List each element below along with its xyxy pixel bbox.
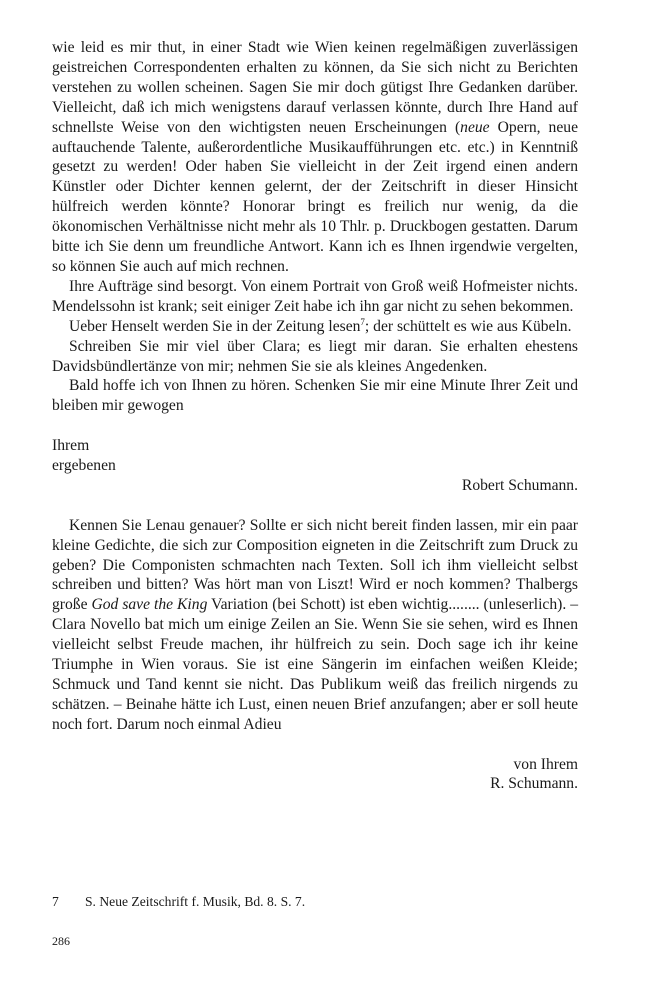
- footnote-reference: 7: [360, 316, 365, 327]
- paragraph-1: wie leid es mir thut, in einer Stadt wie Wien keinen regelmäßigen zuverlässigen geistreichen Correspondenten erhalten zu können, da Sie sich nicht zu Berichten verstehen zu wollen scheinen. Sagen Sie mir doch gütigst Ihre Gedanken darüber. Vielleicht, daß ich mich wenigstens darauf verlassen könnte, durch Ihre Hand auf schnellste Weise von den wichtigsten neuen Erscheinungen (neue Opern, neue auftauchende Talente, außerordentliche Musikaufführungen etc. etc.) in Kenntniß gesetzt zu werden! Oder haben Sie vielleicht in der Zeit irgend einen andern Künstler oder Dichter kennen gelernt, der der Zeitschrift in dieser Hinsicht hülfreich werden könnte? Honorar bringt es freilich nur wenig, da die ökonomischen Verhältnisse nicht mehr als 10 Thlr. p. Druckbogen gestatten. Darum bitte ich Sie denn um freundliche Antwort. Kann ich es Ihnen irgendwie vergelten, so können Sie auch auf mich rechnen.: [52, 39, 578, 275]
- emphasis-song-title: God save the King: [91, 596, 208, 614]
- footnote: [52, 893, 578, 911]
- spacer: [52, 735, 578, 755]
- page-number: 286: [52, 934, 70, 948]
- footnote-text: S. Neue Zeitschrift f. Musik, Bd. 8. S. 7.: [85, 894, 306, 909]
- spacer: [52, 496, 578, 516]
- postscript: Kennen Sie Lenau genauer? Sollte er sich nicht bereit finden lassen, mir ein paar kleine Gedichte, die sich zur Composition eigneten in die Zeitschrift zum Druck zu geben? Die Componisten schmachten nach Texten. Soll ich ihm vielleicht selbst schreiben und bitten? Was hört man von Liszt! Wird er noch kommen? Thalbergs große God save the King Variation (bei Schott) ist eben wichtig........ (unleserlich). – Clara Novello bat mich um einige Zeilen an Sie. Wenn Sie sie sehen, wird es Ihnen vielleicht selbst Freude machen, ihr hülfreich zu sein. Doch sage ich ihr keine Triumphe in Wien voraus. Sie ist eine Sängerin im einfachen weißen Kleide; Schmuck und Tand kennt sie nicht. Das Publikum weiß das freilich nirgends zu schätzen. – Beinahe hätte ich Lust, einen neuen Brief anzufangen; aber er soll heute noch fort. Darum noch einmal Adieu: [52, 516, 578, 733]
- paragraph-2: Ihre Aufträge sind besorgt. Von einem Portrait von Groß weiß Hofmeister nichts. Mendelssohn ist krank; seit einiger Zeit habe ich ihn gar nicht zu sehen bekommen.: [52, 277, 578, 315]
- emphasis-neue: neue: [460, 118, 490, 136]
- signature-1: Robert Schumann.: [461, 476, 578, 494]
- footnote-number: 7: [52, 894, 59, 909]
- signature-2: R. Schumann.: [490, 775, 578, 793]
- paragraph-4: Schreiben Sie mir viel über Clara; es liegt mir daran. Sie erhalten ehestens Davidsbündlertänze von mir; nehmen Sie sie als kleines Angedenken.: [52, 337, 578, 375]
- closing-line-3: von Ihrem: [513, 755, 578, 773]
- closing-line-1: Ihrem: [52, 437, 90, 455]
- spacer: [52, 416, 578, 436]
- closing-line-2: ergebenen: [52, 457, 116, 475]
- paragraph-3: Ueber Henselt werden Sie in der Zeitung lesen$^7$; der schüttelt es wie aus Kübeln.: [69, 316, 572, 335]
- letter-body: [52, 38, 578, 794]
- paragraph-5: Bald hoffe ich von Ihnen zu hören. Schenken Sie mir eine Minute Ihrer Zeit und bleiben mir gewogen: [52, 377, 578, 415]
